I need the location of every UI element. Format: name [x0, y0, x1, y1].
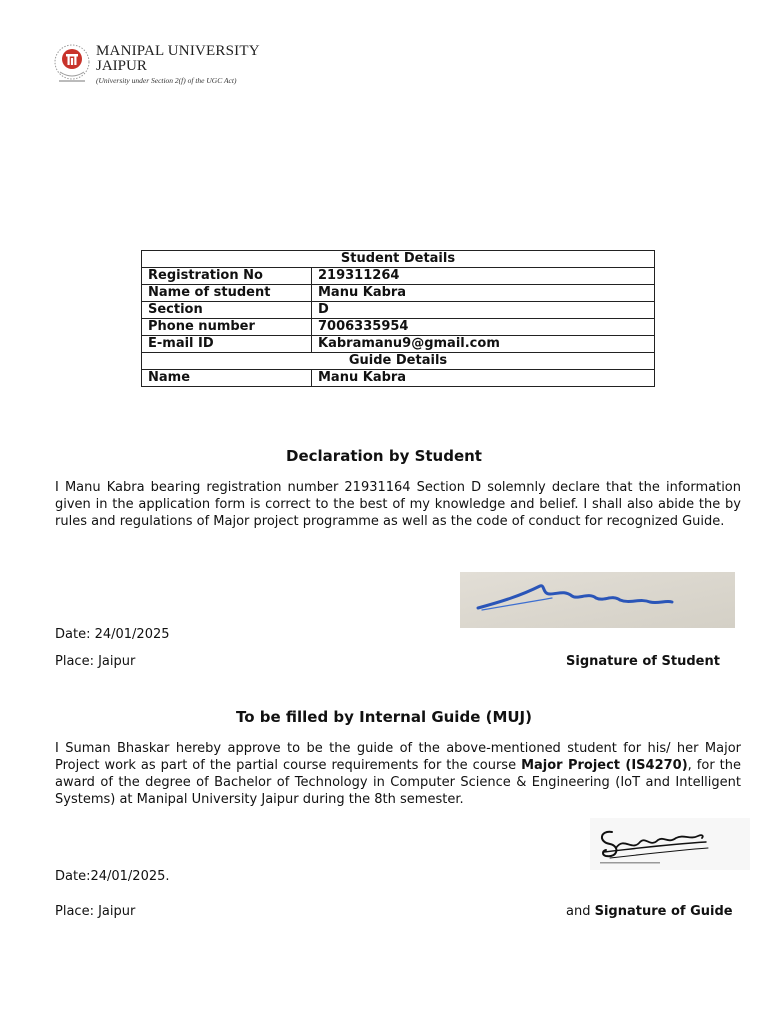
row-value: D [312, 302, 655, 319]
guide-section-title: To be filled by Internal Guide (MUJ) [235, 708, 532, 726]
row-label: Name [142, 370, 312, 387]
table-row [142, 268, 655, 285]
guide-signature-prefix: and [566, 904, 595, 919]
row-label: Registration No [142, 268, 312, 285]
guide-approval-text-2: , for the award of the degree of Bachelor of Technology in Computer Science & Engineering (IoT and Intelligent Systems) at Manipal University Jaipur during the 8th semester. [55, 758, 741, 807]
guide-signature-label: Signature of Guide [594, 904, 733, 919]
guide-approval-body [55, 740, 741, 808]
table-row [142, 319, 655, 336]
course-name: Major Project (IS4270) [521, 758, 688, 773]
row-value: Kabramanu9@gmail.com [312, 336, 655, 353]
row-label: Name of student [142, 285, 312, 302]
guide-approval-text-1: I Suman Bhaskar hereby approve to be the guide of the above-mentioned student for his/ her Major Project work as part of the partial course requirements for the course [55, 741, 741, 773]
table-row [142, 353, 655, 370]
row-value: Manu Kabra [312, 285, 655, 302]
guide-signature-line [566, 904, 733, 919]
guide-details-heading: Guide Details [142, 353, 655, 370]
guide-signature-image [590, 818, 750, 870]
guide-place: Place: Jaipur [55, 904, 136, 919]
row-value: 7006335954 [312, 319, 655, 336]
table-row [142, 302, 655, 319]
student-signature-label: Signature of Student [566, 654, 720, 669]
university-logo [52, 42, 292, 88]
university-name: MANIPAL UNIVERSITY [96, 43, 260, 59]
table-row [142, 251, 655, 268]
university-note: (University under Section 2(f) of the UGC Act) [96, 76, 237, 85]
table-row [142, 285, 655, 302]
university-city: JAIPUR [96, 58, 147, 74]
student-signature-image [460, 572, 735, 628]
row-label: Phone number [142, 319, 312, 336]
table-row [142, 336, 655, 353]
row-label: E-mail ID [142, 336, 312, 353]
student-place: Place: Jaipur [55, 654, 136, 669]
student-declaration-title: Declaration by Student [286, 447, 482, 465]
details-table [141, 250, 655, 387]
row-value: Manu Kabra [312, 370, 655, 387]
row-value: 219311264 [312, 268, 655, 285]
table-row [142, 370, 655, 387]
row-label: Section [142, 302, 312, 319]
guide-date: Date:24/01/2025. [55, 869, 170, 884]
student-details-heading: Student Details [142, 251, 655, 268]
student-declaration-body: I Manu Kabra bearing registration number 21931164 Section D solemnly declare that the information given in the application form is correct to the best of my knowledge and belief. I shall also abide the by rules and regulations of Major project programme as well as the code of conduct for recognized Guide. [55, 480, 741, 529]
student-date: Date: 24/01/2025 [55, 627, 170, 642]
university-emblem-icon [52, 42, 92, 86]
